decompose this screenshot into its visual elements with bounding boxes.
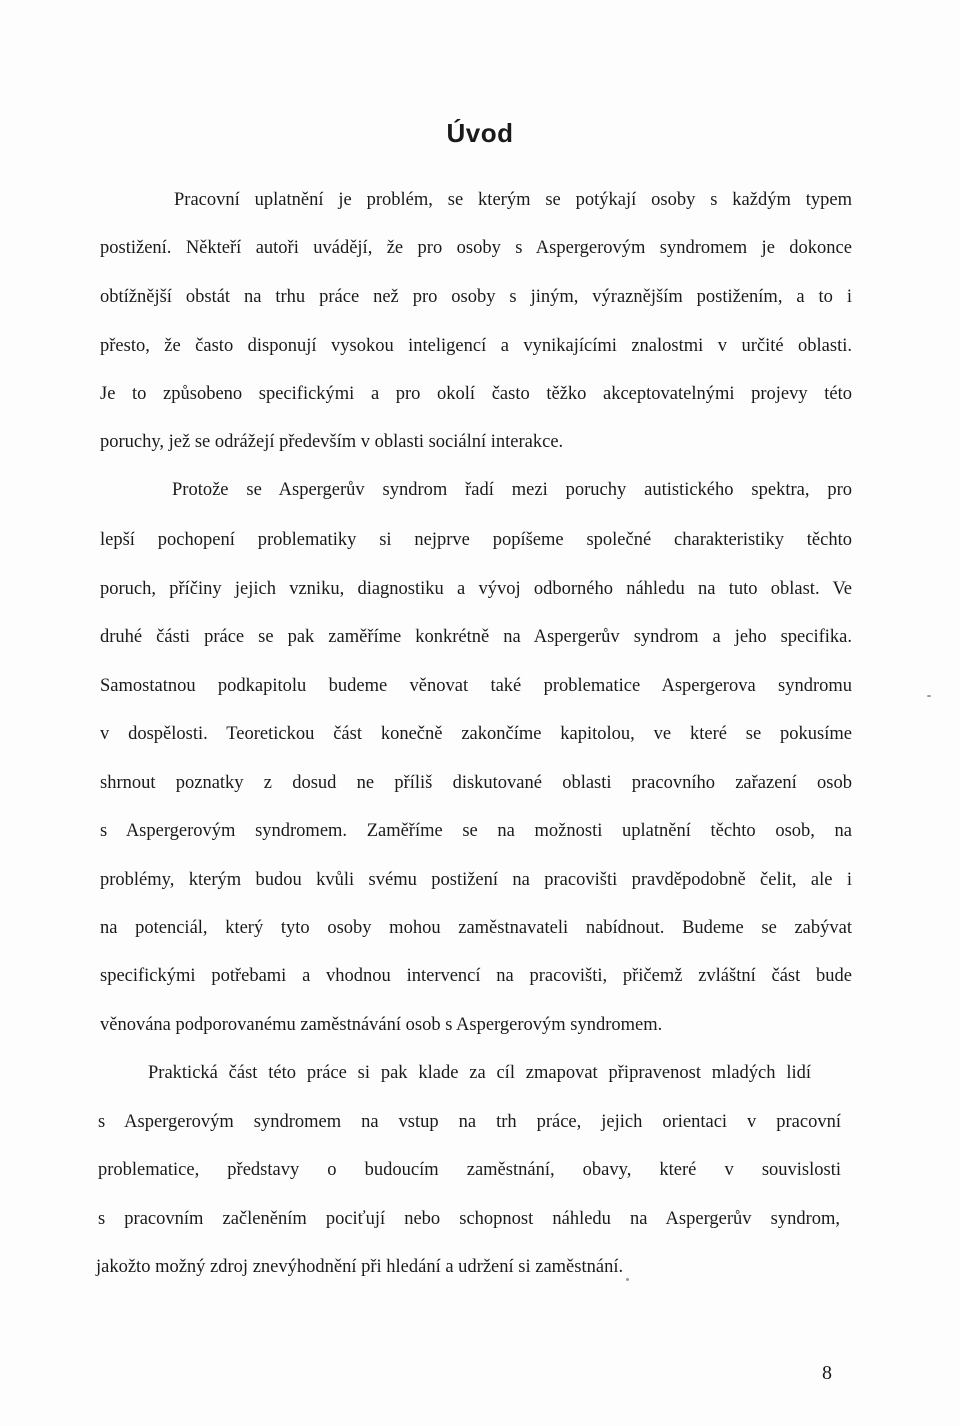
text-line: obtížnější obstát na trhu práce než pro osoby s jiným, výraznějším postižením, a to i: [100, 287, 852, 307]
text-line: s pracovním začleněním pociťují nebo schopnost náhledu na Aspergerův syndrom,: [98, 1209, 840, 1229]
text-line: druhé části práce se pak zaměříme konkrétně na Aspergerův syndrom a jeho specifika.: [100, 627, 852, 647]
text-line: věnována podporovanému zaměstnávání osob s Aspergerovým syndromem.: [100, 1015, 663, 1035]
text-line: na potenciál, který tyto osoby mohou zaměstnavateli nabídnout. Budeme se zabývat: [100, 918, 852, 938]
text-line: poruchy, jež se odrážejí především v oblasti sociální interakce.: [100, 432, 564, 452]
text-line: Protože se Aspergerův syndrom řadí mezi poruchy autistického spektra, pro: [172, 480, 852, 500]
text-line: jakožto možný zdroj znevýhodnění při hledání a udržení si zaměstnání.: [96, 1257, 624, 1277]
text-line: problematice, představy o budoucím zaměstnání, obavy, které v souvislosti: [98, 1160, 841, 1180]
text-line: přesto, že často disponují vysokou inteligencí a vynikajícími znalostmi v určité oblasti.: [100, 336, 852, 356]
text-line: lepší pochopení problematiky si nejprve popíšeme společné charakteristiky těchto: [100, 530, 852, 550]
scan-speck: [626, 1278, 629, 1281]
text-line: s Aspergerovým syndromem na vstup na trh práce, jejich orientaci v pracovní: [98, 1112, 841, 1132]
text-line: shrnout poznatky z dosud ne příliš diskutované oblasti pracovního zařazení osob: [100, 773, 852, 793]
text-line: poruch, příčiny jejich vzniku, diagnostiku a vývoj odborného náhledu na tuto oblast. Ve: [100, 579, 852, 599]
page-title: Úvod: [446, 118, 514, 148]
text-line: v dospělosti. Teoretickou část konečně zakončíme kapitolou, ve které se pokusíme: [100, 724, 852, 744]
text-line: specifickými potřebami a vhodnou intervencí na pracovišti, přičemž zvláštní část bude: [100, 966, 852, 986]
text-line: postižení. Někteří autoři uvádějí, že pro osoby s Aspergerovým syndromem je dokonce: [100, 238, 852, 258]
text-line: problémy, kterým budou kvůli svému postižení na pracovišti pravděpodobně čelit, ale i: [100, 870, 852, 890]
text-line: s Aspergerovým syndromem. Zaměříme se na možnosti uplatnění těchto osob, na: [100, 821, 852, 841]
text-line: Pracovní uplatnění je problém, se kterým se potýkají osoby s každým typem: [174, 190, 852, 210]
scan-speck: [927, 695, 931, 697]
text-line: Samostatnou podkapitolu budeme věnovat také problematice Aspergerova syndromu: [100, 676, 852, 696]
text-line: Praktická část této práce si pak klade za cíl zmapovat připravenost mladých lidí: [148, 1063, 811, 1083]
page-number: 8: [822, 1362, 832, 1384]
text-line: Je to způsobeno specifickými a pro okolí často těžko akceptovatelnými projevy této: [100, 384, 852, 404]
